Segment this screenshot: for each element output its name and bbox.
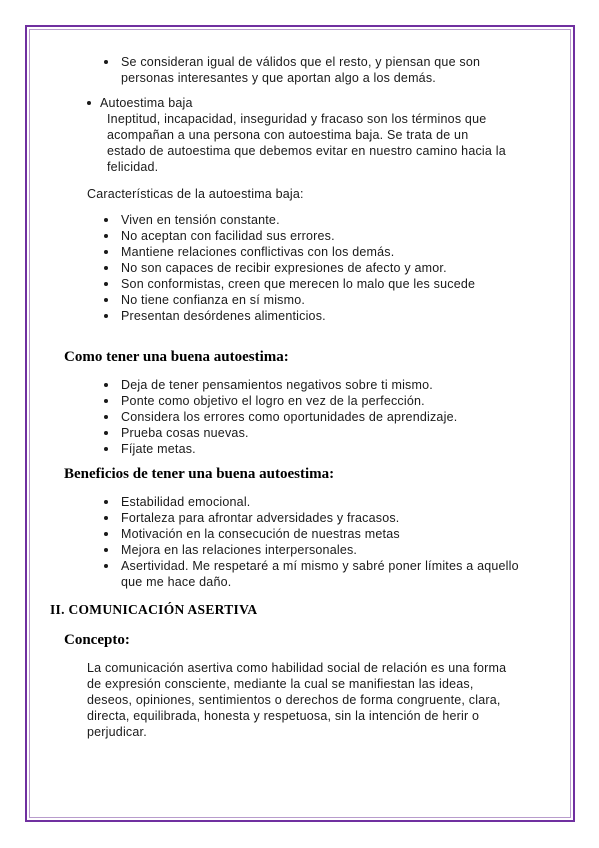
list-item: Fíjate metas. [0, 441, 599, 457]
bullet-icon [104, 60, 108, 64]
top-bullet-list [0, 54, 599, 86]
list-item: Ponte como objetivo el logro en vez de la perfección. [0, 393, 599, 409]
low-characteristics-list [0, 212, 599, 324]
list-item: No aceptan con facilidad sus errores. [0, 228, 599, 244]
bullet-icon [104, 250, 108, 254]
bullet-icon [104, 298, 108, 302]
bullet-icon [104, 282, 108, 286]
bullet-icon [104, 234, 108, 238]
list-item: Fortaleza para afrontar adversidades y fracasos. [0, 510, 599, 526]
bullet-icon [104, 415, 108, 419]
low-self-esteem-label: Autoestima baja [100, 96, 193, 110]
list-item: Motivación en la consecución de nuestras metas [0, 526, 599, 542]
bullet-icon [104, 399, 108, 403]
how-to-heading: Como tener una buena autoestima: [64, 349, 289, 365]
low-self-esteem-label-row [87, 95, 507, 111]
bullet-icon [104, 266, 108, 270]
list-item: Son conformistas, creen que merecen lo malo que les sucede [0, 276, 599, 292]
list-item: Deja de tener pensamientos negativos sobre ti mismo. [0, 377, 599, 393]
concept-paragraph: La comunicación asertiva como habilidad social de relación es una forma de expresión consciente, mediante la cual se manifiestan las ideas, deseos, opiniones, sentimientos o derechos de forma congruente, clara, directa, equilibrada, honesta y respetuosa, sin la intención de herir o perjudicar. [87, 661, 507, 739]
list-item: Prueba cosas nuevas. [0, 425, 599, 441]
list-item: Estabilidad emocional. [0, 494, 599, 510]
bullet-icon [104, 564, 108, 568]
bullet-icon [104, 548, 108, 552]
bullet-icon [87, 101, 91, 105]
bullet-icon [104, 431, 108, 435]
benefits-heading: Beneficios de tener una buena autoestima: [64, 466, 335, 482]
low-self-esteem-block [87, 95, 507, 175]
low-self-esteem-description: Ineptitud, incapacidad, inseguridad y fracaso son los términos que acompañan a una persona con autoestima baja. Se trata de un estado de autoestima que debemos evitar en nuestro camino hacia la felicidad. [107, 112, 506, 174]
benefits-list [0, 494, 599, 590]
list-item: Considera los errores como oportunidades de aprendizaje. [0, 409, 599, 425]
bullet-icon [104, 516, 108, 520]
list-item: No son capaces de recibir expresiones de afecto y amor. [0, 260, 599, 276]
list-item: Asertividad. Me respetaré a mí mismo y sabré poner límites a aquello que me hace daño. [0, 558, 599, 590]
bullet-icon [104, 218, 108, 222]
bullet-icon [104, 532, 108, 536]
list-item: No tiene confianza en sí mismo. [0, 292, 599, 308]
low-characteristics-intro: Características de la autoestima baja: [87, 187, 304, 201]
bullet-icon [104, 447, 108, 451]
section-two-title: II. COMUNICACIÓN ASERTIVA [50, 602, 258, 617]
bullet-icon [104, 500, 108, 504]
how-to-list [0, 377, 599, 457]
list-item: Mejora en las relaciones interpersonales. [0, 542, 599, 558]
concept-heading: Concepto: [64, 632, 130, 648]
list-item: Viven en tensión constante. [0, 212, 599, 228]
bullet-icon [104, 314, 108, 318]
list-item: Se consideran igual de válidos que el resto, y piensan que son personas interesantes y que aportan algo a los demás. [0, 54, 599, 86]
list-item: Presentan desórdenes alimenticios. [0, 308, 599, 324]
bullet-icon [104, 383, 108, 387]
list-item: Mantiene relaciones conflictivas con los demás. [0, 244, 599, 260]
